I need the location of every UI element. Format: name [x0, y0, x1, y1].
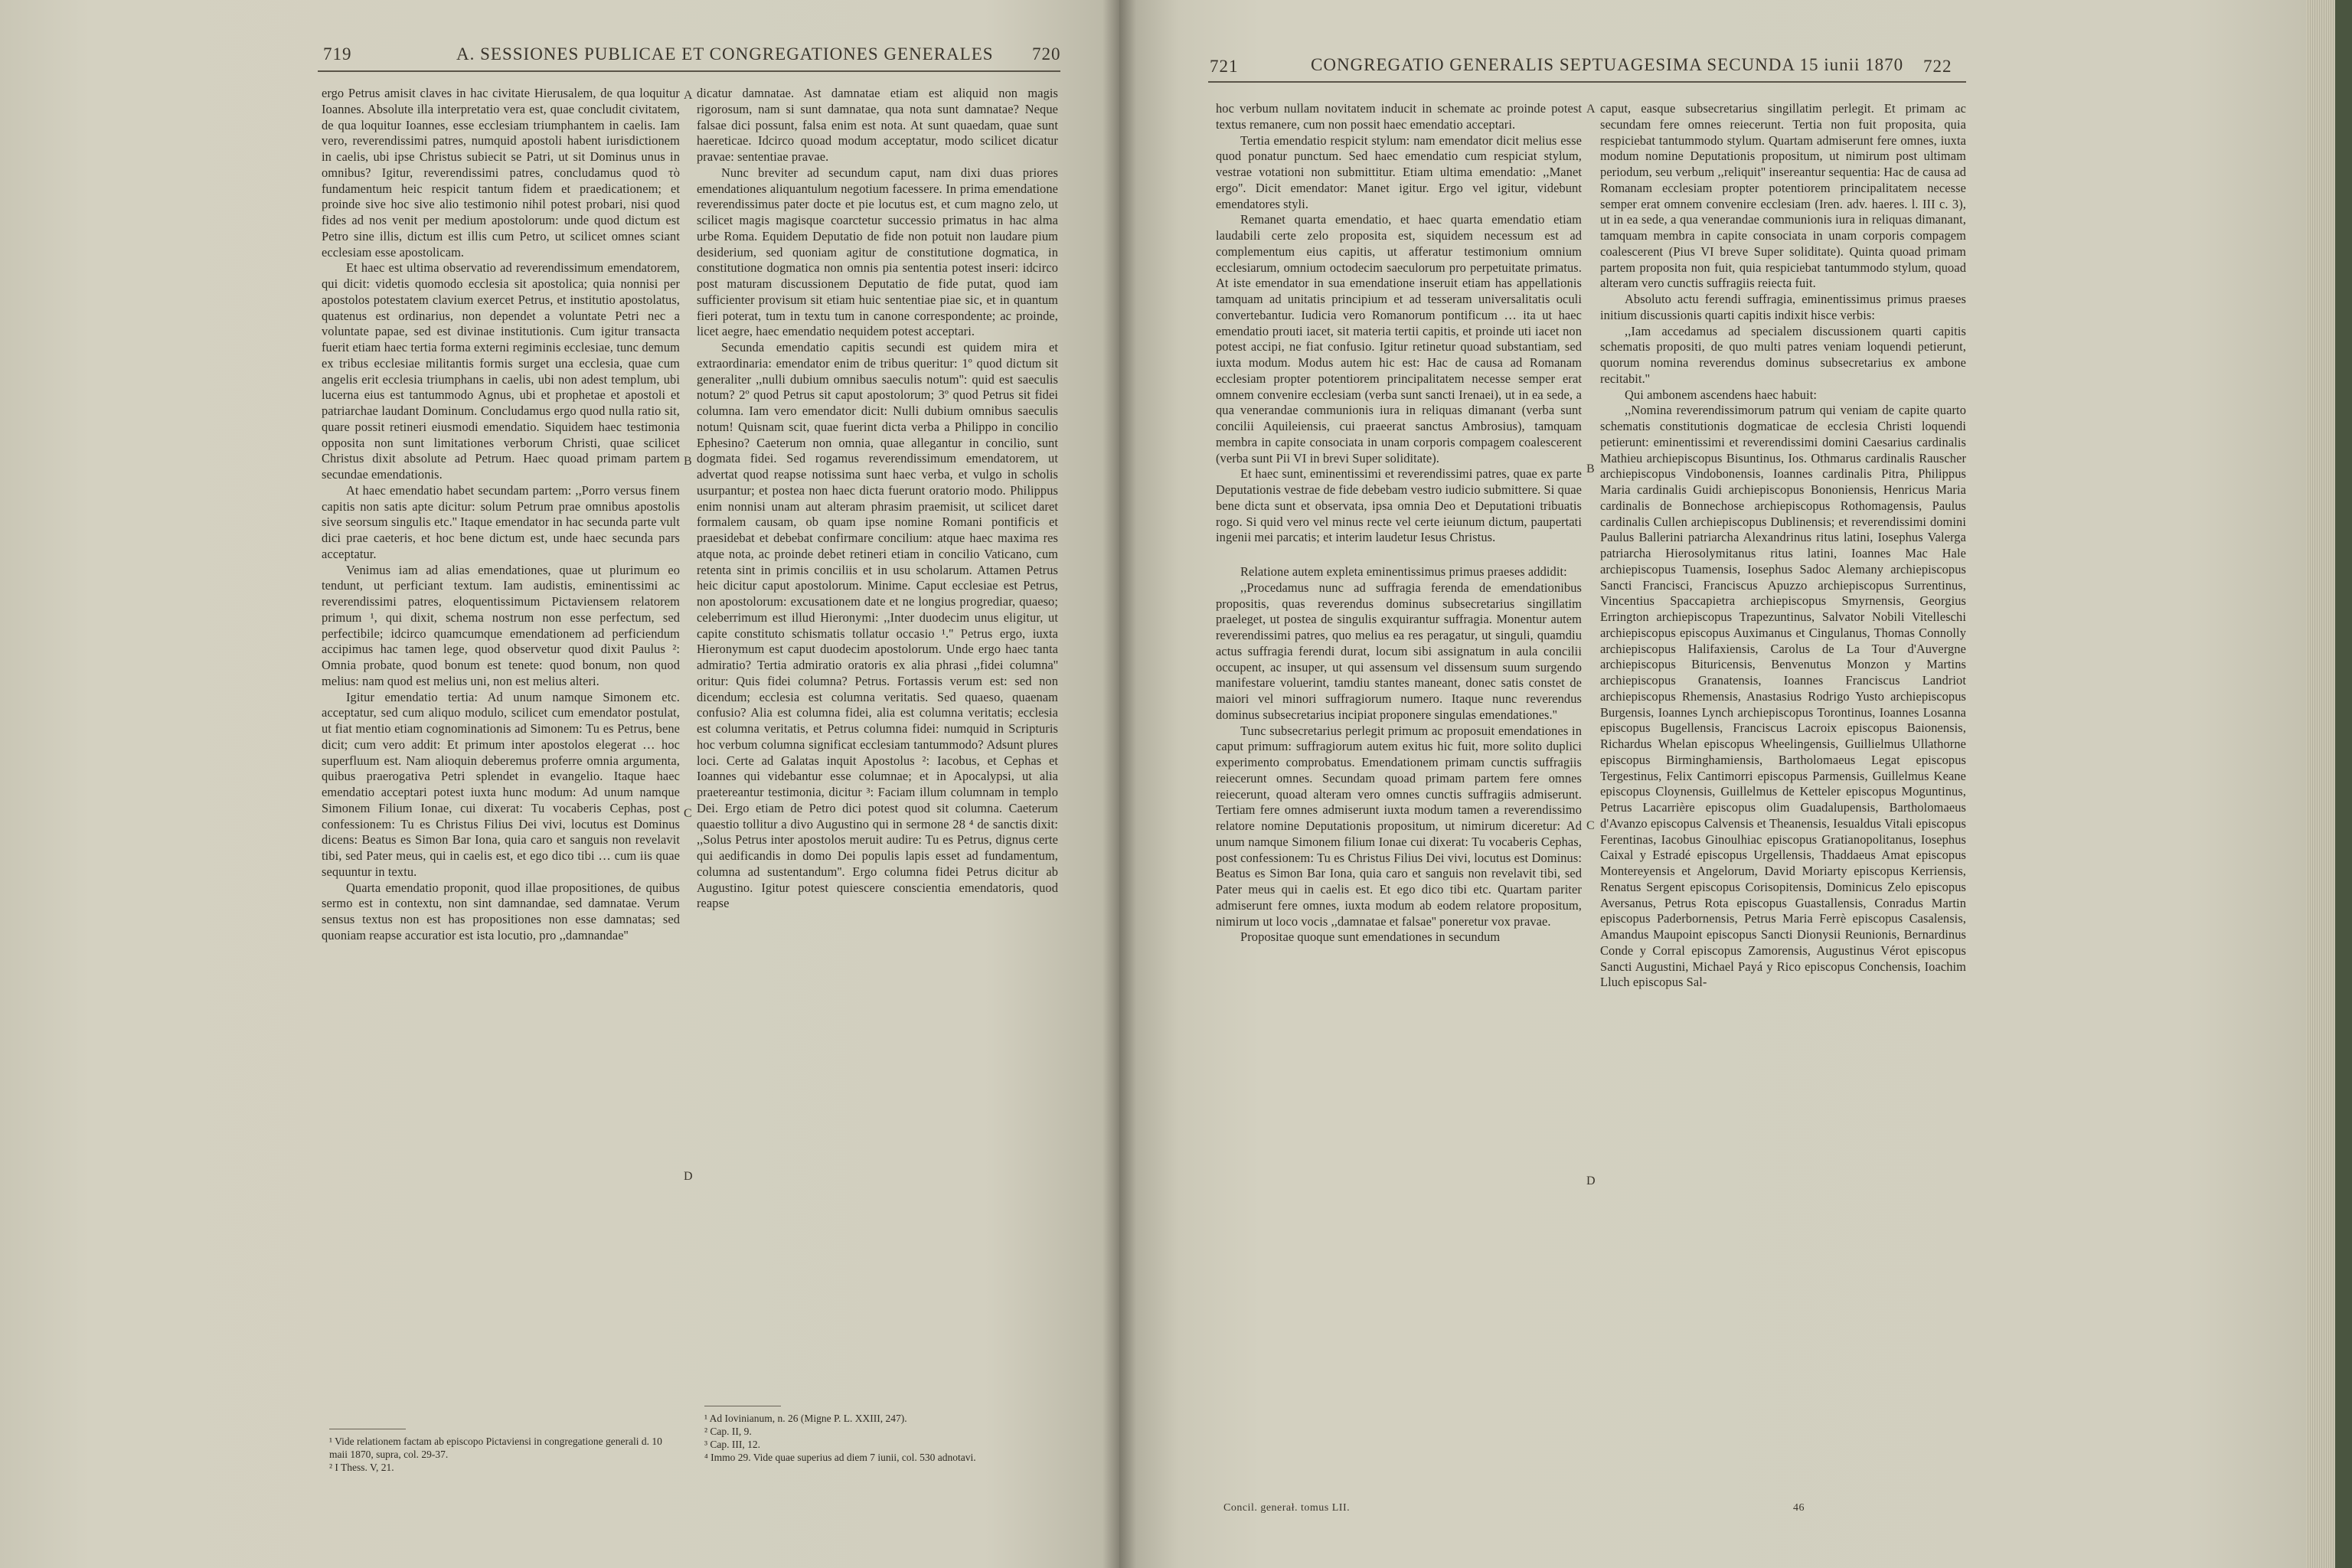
margin-marker-b: B: [1586, 462, 1595, 475]
right-page: [1119, 0, 2306, 1568]
footer-volume-label: Concil. generał. tomus LII.: [1223, 1502, 1351, 1514]
footnote: ¹ Ad Iovinianum, n. 26 (Migne P. L. XXIII, 247).: [704, 1413, 907, 1424]
book-gutter-shadow: [1102, 0, 1136, 1568]
margin-marker-a: A: [684, 89, 693, 102]
paragraph: Tunc subsecretarius perlegit primum ac proposuit emendationes in caput primum: suffragiorum autem exitus hic fuit, more solito duplici experimento comprobatus. Emendationem primam cunctis suffragiis reiecerunt omnes. Secundam quoad primam partem fere omnes reiecerunt, quoad alteram vero omnes cunctis suffragiis admiserunt. Tertiam fere omnes admiserunt iuxta modum tamen a reverendissimo relatore nomine Deputationis propositum, ut nimirum diceretur: Ad unum namque Simonem filium Ionae cui dixerat: Tu vocaberis Cephas, post confessionem: Tu es Christus Filius Dei vivi, locutus est Dominus: Beatus es Simon Bar Iona, quia caro et sanguis non revelavit tibi, sed Pater meus qui in caelis est. Et ego dico tibi etc. Quartam pariter admiserunt fere omnes, iuxta modum ab eodem relatore propositum, nimirum ut loco vocis ,,damnatae et falsae'' poneretur vox pravae.: [1216, 723, 1582, 929]
footnote: ³ Cap. III, 12.: [704, 1439, 761, 1450]
paragraph: hoc verbum nullam novitatem inducit in schemate ac proinde potest textus remanere, cum non possit haec emendatio acceptari.: [1216, 101, 1582, 132]
paragraph: Igitur emendatio tertia: Ad unum namque Simonem etc. acceptatur, sed cum aliquo modulo, scilicet cum emendator postulat, ut fiat mentio etiam cognominationis ad Simonem: Tu es Petrus, bene dicit; cum vero addit: Et primum inter apostolos elegerat … hoc superfluum est. Nam alioquin deberemus proferre omnia argumenta, quibus praerogativa Petri splendet in evangelio. Itaque haec emendatio acceptari potest iuxta hunc modum: Ad unum namque Simonem Filium Ionae, cui dixerat: Tu vocaberis Cephas, post confessionem: Tu es Christus Filius Dei vivi, locutus est Dominus dicens: Beatus es Simon Bar Iona, quia caro et sanguis non revelavit tibi, sed Pater meus, qui in caelis est, et ego dico tibi … cum iis quae sequuntur in textu.: [322, 689, 680, 879]
footnote: ¹ Vide relationem factam ab episcopo Pictaviensi in congregatione generali d. 10 maii 1870, supra, col. 29-37.: [329, 1436, 662, 1460]
right-page-number-722: 722: [1923, 57, 1952, 76]
paragraph: Et haec sunt, eminentissimi et reverendissimi patres, quae ex parte Deputationis vestrae de fide debebam vestro iudicio submittere. Si quae bene dicta sunt et observata, ipsa omnia Deo et Deputationi tribuatis rogo. Si quid vero vel minus recte vel certe ieiunum dictum, paupertati ingenii mei parcatis; et interim laudetur Iesus Christus.: [1216, 466, 1582, 545]
paragraph: caput, easque subsecretarius singillatim perlegit. Et primam ac secundam fere omnes reiecerunt. Tertia non fuit proposita, quia respiciebat tantummodo stylum. Quartam admiserunt fere omnes, iuxta modum nomine Deputationis propositum, ut nimirum post ultimam periodum, seu verbum ,,reliquit'' insereantur sequentia: Hac de causa ad Romanam ecclesiam propter potentiorem principalitatem necesse semper erat omnem convenire ecclesiam (Iren. adv. haeres. l. III c. 3), ut in ea sede, a qua venerandae communionis iura in reliquas dimanant, tamquam membra in capite consociata in unam corporis compagem coalescerent (Pius VI breve Super soliditate). Quinta quoad primam partem proposita non fuit, quia respiciebat tantummodo stylum, quoad alteram vero cunctis suffragiis reiecta fuit.: [1600, 101, 1966, 291]
margin-marker-c: C: [684, 807, 692, 820]
right-column-2: [1600, 101, 1966, 991]
paragraph: ,,Iam accedamus ad specialem discussionem quarti capitis schematis propositi, de quo multi patres veniam loquendi petierunt, quorum nomina reverendus dominus subsecretarius ex ambone recitabit.'': [1600, 323, 1966, 386]
paragraph: ergo Petrus amisit claves in hac civitate Hierusalem, de qua loquitur Ioannes. Absolute illa interpretatio vera est, quae concludit civitatem, de qua loquitur Ioannes, esse ecclesiam triumphantem in caelis. Iam vero, reverendissimi patres, numquid apostoli habent iurisdictionem in caelis, ubi ipse Christus subiecit se Patri, ut sit Dominus unus in omnibus? Igitur, reverendissimi patres, concludamus quod τὸ fundamentum heic respicit tantum fidem et praedicationem; et proinde sive hoc sive alio testimonio nihil potest probari, nisi quod fides ad nos venit per medium apostolorum: unde quod dictum est Petro sine illis, dictum est illis cum Petro, ut scilicet omnes sciant ecclesiam esse apostolicam.: [322, 86, 680, 260]
paragraph: Secunda emendatio capitis secundi est quidem mira et extraordinaria: emendator enim de tribus queritur: 1º quod dictum sit generaliter ,,nulli dubium omnibus saeculis notum'': quid est saeculis notum? 2º quod Petrus sit caput apostolorum; 3º quod Petrus sit fidei columna. Iam vero emendator dicit: Nulli dubium omnibus saeculis notum! Quisnam scit, quae fuerint dicta verba a Philippo in concilio Ephesino? Caeterum non omnia, quae allegantur in concilio, sunt dogmata fidei. Sed rogamus reverendissimum emendatorem, ut advertat quod reapse notissima sunt haec verba, et vulgo in scholis usurpantur; et postea non haec dicta fuerunt oratorio modo. Philippus enim nonnisi unam aut alteram phrasim praemisit, ut scilicet daret formalem causam, ob quam ipse nomine Romani pontificis et praesidebat et debebat confirmare concilium: atque haec maxima res atque nota, ac proinde debet retineri etiam in concilio Vaticano, cum retenta sint in primis conciliis et in usu scholarum. Attamen Petrus heic dicitur caput apostolorum. Minime. Caput ecclesiae est Petrus, non apostolorum: excusationem date et ne longius progrediar, quaeso; celeberrimum est illud Hieronymi: ,,Inter duodecim unus eligitur, ut capite constituto schismatis tollatur occasio ¹.'' Petrus ergo, iuxta Hieronymum est caput duodecim apostolorum. Unde ergo haec tanta admiratio? Tertia admiratio oratoris ex alia phrasi ,,fidei columna'' oritur: Quis fidei columna? Petrus. Fortassis verum est: sed non dicendum; ecclesia est columna veritatis. Sed quaeso, quaenam confusio? Alia est columna fidei, alia est columna veritatis; ecclesia est columna veritatis, et Petrus columna fidei: numquid in Scripturis hoc verbum columna significat ecclesiam tantummodo? Adsunt plures loci. Certe ad Galatas inquit Apostolus ²: Iacobus, et Cephas et Ioannes qui videbantur esse columnae; et in Apocalypsi, ut alia praetereantur testimonia, dicitur ³: Faciam illum columnam in templo Dei. Ergo etiam de Petro dici potest quod sit columna. Caeterum quaestio tollitur a divo Augustino qui in sermone 28 ⁴ de sanctis dixit: ,,Solus Petrus inter apostolos meruit audire: Tu es Petrus, dignus certe qui aedificandis in domo Dei populis lapis esset ad fundamentum, columna ad sustentandum''. Ergo columna fidei Petrus dicitur ab Augustino. Igitur potest quiescere conscientia emendatoris, quod reapse: [697, 340, 1058, 911]
background-edge: [2335, 0, 2352, 1568]
left-column-1-footnotes: [329, 1435, 680, 1474]
right-page-header-title: CONGREGATIO GENERALIS SEPTUAGESIMA SECUNDA 15 iunii 1870: [1311, 55, 1904, 74]
footnote: ² I Thess. V, 21.: [329, 1462, 394, 1473]
footnote: ⁴ Immo 29. Vide quae superius ad diem 7 iunii, col. 530 adnotavi.: [704, 1452, 976, 1463]
left-page-number-719: 719: [323, 44, 352, 64]
right-page-number-721: 721: [1210, 57, 1239, 76]
paragraph: Absoluto actu ferendi suffragia, eminentissimus primus praeses initium discussionis quarti capitis indixit hisce verbis:: [1600, 292, 1966, 322]
margin-marker-c: C: [1586, 819, 1595, 832]
header-rule: [1208, 81, 1966, 83]
left-page-header-title: A. SESSIONES PUBLICAE ET CONGREGATIONES GENERALES: [456, 44, 994, 64]
left-column-1: [322, 86, 680, 944]
margin-marker-a: A: [1586, 103, 1596, 116]
paragraph: Relatione autem expleta eminentissimus primus praeses addidit:: [1240, 564, 1567, 579]
margin-marker-d: D: [684, 1170, 693, 1183]
left-column-2-footnotes: [704, 1412, 1055, 1464]
margin-marker-d: D: [1586, 1174, 1596, 1187]
left-column-2: [697, 86, 1058, 912]
header-rule: [318, 70, 1060, 72]
paragraph: Et haec est ultima observatio ad reverendissimum emendatorem, qui dicit: videtis quomodo ecclesia sit apostolica; quia nonnisi per apostolos potestatem clavium exercet Petrus, et institutio apostolatus, quatenus est ordinarius, non dependet a voluntate Petri nec a voluntate papae, sed est divinae institutionis. Cum igitur transacta fuerit etiam haec tertia forma externi regiminis ecclesiae, tunc demum ex tribus ecclesiae militantis formis surget una ecclesia, quae cum angelis erit ecclesia triumphans in caelis, ubi non adest templum, ubi lucerna eius est tantummodo Agnus, ubi et prophetae et apostoli et patriarchae laudant Dominum. Concludamus ergo quod nulla ratio sit, quare possit retineri eiusmodi emendatio. Siquidem haec testimonia opposita non sunt limitationes verborum Christi, quae scilicet Christus dixit absolute ad Petrum. Haec quoad primam partem secundae emendationis.: [322, 260, 680, 482]
paragraph: Venimus iam ad alias emendationes, quae ut plurimum eo tendunt, ut perficiant textum. Iam audistis, eminentissimi ac reverendissimi patres, eloquentissimum Pictaviensem relatorem primum ¹, qui dixit, schema nostrum non esse perfectum, sed perfectibile; idcirco quamcumque emendationem ad perficiendum accipimus hac tamen lege, quod observetur quod dixit Paulus ²: Omnia probate, quod bonum est tenete: quod bonum, non quod melius: nam quod est melius uni, non est melius alteri.: [322, 562, 680, 688]
paragraph: Remanet quarta emendatio, et haec quarta emendatio etiam laudabili certe zelo proposita est, siquidem necessum est ad complementum eius capitis, ut afferatur testimonium omnium ecclesiarum, omnium octodecim saeculorum pro perpetuitate primatus. At iste emendator in sua emendatione inseruit etiam has appellationis tamquam ad unitatis principium et ad tesseram universalitatis oculi convertebantur. Iudicia vero Romanorum pontificum … ita ut haec emendatio prouti iacet, sit materia tertii capitis, et proinde uti iacet non potest accipi, ne fiat confusio. Igitur retinetur quoad substantiam, sed iuxta modum. Modus autem hic est: Hac de causa ad Romanam ecclesiam propter potentiorem principalitatem necesse semper erat omnem convenire ecclesiam (verba sunt sancti Irenaei), ut in ea sede, a qua venerandae communionis iura in reliquas dimanant (verba sunt concilii Aquileiensis, cui praeerat sanctus Ambrosius), tamquam membra in capite consociata in unam corporis compagem coalescerent (verba sunt Pii VI in brevi Super soliditate).: [1216, 212, 1582, 466]
footer-signature-number: 46: [1793, 1502, 1805, 1514]
margin-marker-b: B: [684, 455, 692, 468]
left-page-number-720: 720: [1032, 44, 1061, 64]
footnote: ² Cap. II, 9.: [704, 1426, 752, 1437]
paragraph: ,,Nomina reverendissimorum patrum qui veniam de capite quarto schematis constitutionis dogmaticae de ecclesia Christi loquendi petierunt: eminentissimi et reverendissimi domini Caesarius cardinalis Mathieu archiepiscopus Bisuntinus, Ios. Othmarus cardinalis Rauscher archiepiscopus Vindobonensis, Ioannes cardinalis Pitra, Philippus Maria cardinalis Guidi archiepiscopus Bononiensis, Henricus Maria cardinalis de Bonnechose archiepiscopus Rothomagensis, Paulus cardinalis Cullen archiepiscopus Dublinensis; et reverendissimi domini Paulus Ballerini patriarcha Alexandrinus ritus latini, Iosephus Valerga patriarcha Hierosolymitanus ritus latini, Ioannes Mac Hale archiepiscopus Tuamensis, Iosephus Sadoc Alemany archiepiscopus Sancti Francisci, Franciscus Apuzzo archiepiscopus Surrentinus, Vincentius Spaccapietra archiepiscopus Smyrnensis, Georgius Errington archiepiscopus Trapezuntinus, Salvator Nobili Vitelleschi archiepiscopus episcopus Auximanus et Cingulanus, Thomas Connolly archiepiscopus Halifaxiensis, Carolus de La Tour d'Auvergne archiepiscopus Bituricensis, Benvenutus Monzon y Martins archiepiscopus Granatensis, Ioannes Franciscus Landriot archiepiscopus Rhemensis, Anastasius Rodrigo Yusto archiepiscopus Burgensis, Ioannes Lynch archiepiscopus Torontinus, Ioannes Losanna episcopus Bugellensis, Franciscus Lacroix episcopus Baionensis, Richardus Whelan episcopus Wheelingensis, Guillielmus Ullathorne episcopus Birminghamiensis, Bartholomaeus Legat episcopus Tergestinus, Felix Cantimorri episcopus Parmensis, Guillelmus Keane episcopus Cloynensis, Guillelmus de Ketteler episcopus Moguntinus, Petrus Lacarrière episcopus olim Guadalupensis, Bartholomaeus d'Avanzo episcopus Calvensis et Theanensis, Iesualdus Vitali episcopus Ferentinas, Iacobus Ginoulhiac episcopus Gratianopolitanus, Iosephus Caixal y Estradé episcopus Urgellensis, Thaddaeus Amat episcopus Montereyensis et Angelorum, David Moriarty episcopus Kerriensis, Renatus Sergent episcopus Corisopitensis, Dominicus Zelo episcopus Aversanus, Petrus Rota episcopus Guastallensis, Conradus Martin episcopus Paderbornensis, Petrus Maria Ferrè episcopus Casalensis, Amandus Maupoint episcopus Sancti Dionysii Reunionis, Bernardinus Conde y Corral episcopus Zamorensis, Augustinus Vérot episcopus Sancti Augustini, Michael Payá y Rico episcopus Conchensis, Ioachim Lluch episcopus Sal-: [1600, 403, 1966, 990]
paragraph: Nunc breviter ad secundum caput, nam dixi duas priores emendationes aliquantulum negotium facessere. In prima emendatione reverendissimus pater docte et pie locutus est, et cum magno zelo, ut scilicet magis magisque coarctetur successio primatus in hac alma urbe Roma. Equidem Deputatio de fide non potuit non laudare pium desiderium, sed quoniam agitur de constitutione dogmatica, in constitutione dogmatica non omnis pia sententia potest inseri: idcirco post maturam discussionem Deputatio de fide putat, quod iam sufficienter provisum sit etiam huic sententiae piae sic, et in quantum fieri poterat, tum in textu tum in canone correspondente; ac proinde, licet aegre, haec emendatio nequidem potest acceptari.: [697, 165, 1058, 339]
paragraph: Tertia emendatio respicit stylum: nam emendator dicit melius esse quod ponatur punctum. Sed haec emendatio cum respiciat stylum, vestrae votationi non submittitur. Etiam ultima emendatio: ,,Manet ergo''. Dicit emendator: Manet igitur. Ergo vel igitur, videbunt emendatores styli.: [1216, 132, 1582, 211]
right-column-1: [1216, 101, 1582, 946]
paragraph: Quarta emendatio proponit, quod illae propositiones, de quibus sermo est in contextu, non sint damnandae, sed damnatae. Verum sensus textus non est has propositiones non esse damnatas; sed quoniam reapse accuratior est ista locutio, pro ,,damnandae'': [322, 880, 680, 942]
paragraph: Qui ambonem ascendens haec habuit:: [1625, 387, 1817, 402]
paragraph: Propositae quoque sunt emendationes in secundum: [1240, 929, 1501, 945]
paragraph: ,,Procedamus nunc ad suffragia ferenda de emendationibus propositis, quas reverendus dominus subsecretarius singillatim praeleget, ut postea de singulis exquirantur suffragia. Monentur autem reverendissimi patres, quo melius ea res peragatur, ut singuli, quamdiu actus suffragia ferendi durat, locum sibi assignatum in aula concilii occupent, ac insuper, ut qui assensum vel dissensum suum surgendo manifestare voluerint, tamdiu stantes maneant, donec satis constet de maiori vel minori suffragiorum numero. Itaque nunc reverendus dominus subsecretarius incipiat proponere singulas emendationes.'': [1216, 580, 1582, 722]
paragraph: At haec emendatio habet secundam partem: ,,Porro versus finem capitis non satis apte dicitur: solum Petrum prae omnibus apostolis sive seorsum singulis etc.'' Itaque emendator in hac secunda parte vult dici prae caeteris, et hoc bene dictum est, unde haec secunda pars acceptatur.: [322, 482, 680, 561]
paragraph: dicatur damnatae. Ast damnatae etiam est aliquid non magis rigorosum, nam si sunt damnatae, qua nota sunt damnatae? Neque falsae dici possunt, falsa enim est nota. At sunt quaedam, quae sunt haereticae. Idcirco quoad modum acceptatur, modo scilicet dicatur pravae: sententiae pravae.: [697, 86, 1058, 164]
left-page: [0, 0, 1119, 1568]
